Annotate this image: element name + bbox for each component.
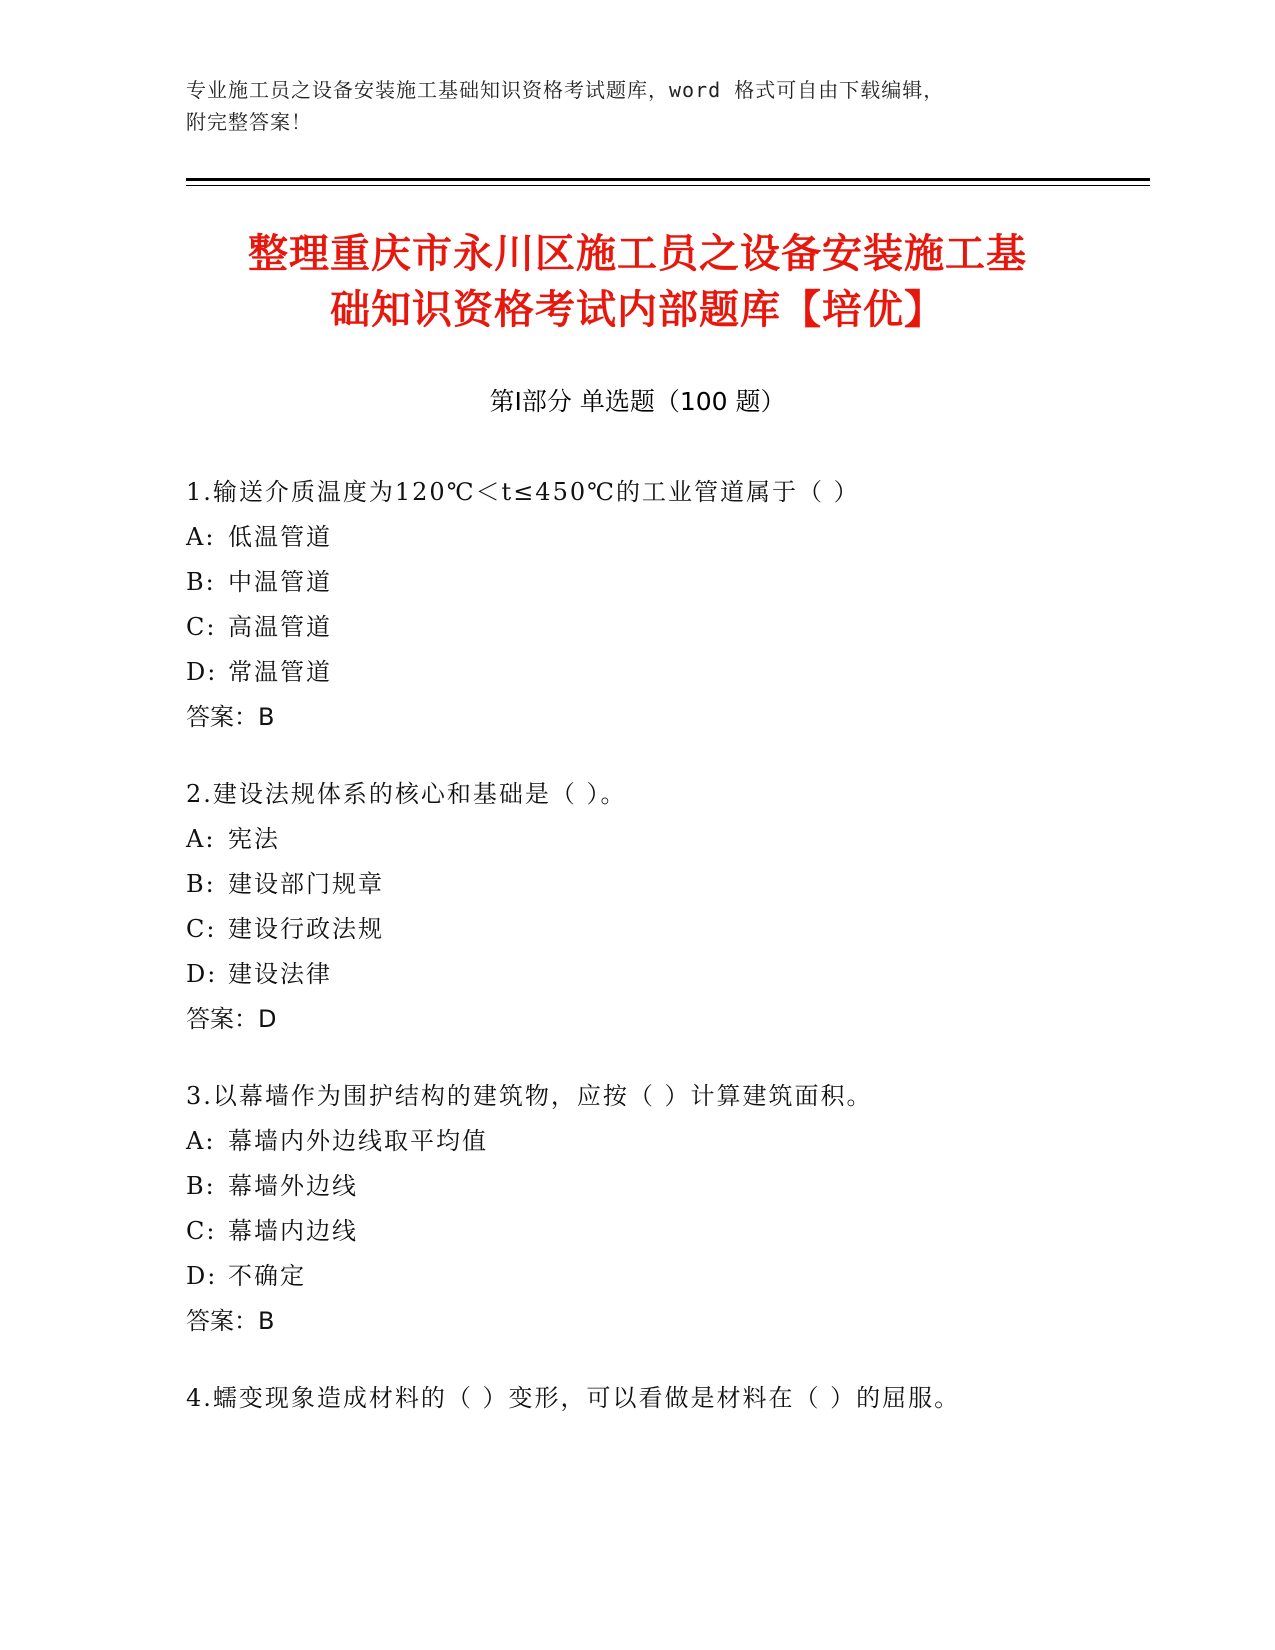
option-text: 建设法律 — [228, 960, 332, 988]
option-letter: C: — [186, 1217, 217, 1245]
header-rule-thick — [186, 178, 1150, 181]
header-note-line: 附完整答案！ — [186, 110, 312, 134]
question-list — [186, 470, 1166, 1453]
answer-line: 答案：B — [186, 1307, 275, 1335]
option-letter: B: — [186, 568, 216, 596]
option-text: 幕墙内边线 — [228, 1217, 358, 1245]
document-title — [150, 226, 1125, 338]
option-d — [186, 952, 1166, 997]
option-b — [186, 560, 1166, 605]
option-a — [186, 817, 1166, 862]
option-text: 幕墙内外边线取平均值 — [228, 1127, 488, 1155]
question-item — [186, 470, 1166, 740]
option-d — [186, 1254, 1166, 1299]
option-text: 幕墙外边线 — [228, 1172, 358, 1200]
option-text: 不确定 — [228, 1262, 306, 1290]
question-item — [186, 772, 1166, 1042]
option-text: 高温管道 — [228, 613, 332, 641]
option-text: 常温管道 — [228, 658, 332, 686]
answer-line: 答案：B — [186, 703, 275, 731]
option-letter: C: — [186, 613, 217, 641]
option-letter: B: — [186, 870, 216, 898]
option-letter: C: — [186, 915, 217, 943]
title-line: 础知识资格考试内部题库【培优】 — [330, 287, 945, 333]
option-text: 低温管道 — [228, 523, 332, 551]
title-line: 整理重庆市永川区施工员之设备安装施工基 — [248, 231, 1027, 277]
option-c — [186, 1209, 1166, 1254]
option-b — [186, 1164, 1166, 1209]
header-note-line: 专业施工员之设备安装施工基础知识资格考试题库，word 格式可自由下载编辑， — [186, 78, 945, 102]
option-letter: A: — [186, 523, 216, 551]
option-letter: B: — [186, 1172, 216, 1200]
question-stem: 2.建设法规体系的核心和基础是（ ）。 — [186, 780, 627, 808]
question-stem: 1.输送介质温度为120℃＜t≤450℃的工业管道属于（ ） — [186, 478, 860, 506]
option-letter: D: — [186, 960, 218, 988]
option-letter: D: — [186, 1262, 218, 1290]
header-note — [186, 74, 1066, 138]
option-a — [186, 1119, 1166, 1164]
option-text: 中温管道 — [228, 568, 332, 596]
question-stem: 4.蠕变现象造成材料的（ ）变形，可以看做是材料在（ ）的屈服。 — [186, 1384, 961, 1412]
answer-line: 答案：D — [186, 1005, 277, 1033]
question-item — [186, 1074, 1166, 1344]
question-item — [186, 1376, 1166, 1421]
option-letter: D: — [186, 658, 218, 686]
section-heading: 第Ⅰ部分 单选题（100 题） — [489, 387, 786, 416]
option-text: 建设部门规章 — [228, 870, 384, 898]
option-letter: A: — [186, 1127, 216, 1155]
option-letter: A: — [186, 825, 216, 853]
header-rule-thin — [186, 185, 1150, 186]
option-c — [186, 907, 1166, 952]
option-d — [186, 650, 1166, 695]
option-b — [186, 862, 1166, 907]
option-c — [186, 605, 1166, 650]
option-text: 建设行政法规 — [228, 915, 384, 943]
option-a — [186, 515, 1166, 560]
question-stem: 3.以幕墙作为围护结构的建筑物，应按（ ）计算建筑面积。 — [186, 1082, 873, 1110]
option-text: 宪法 — [228, 825, 280, 853]
